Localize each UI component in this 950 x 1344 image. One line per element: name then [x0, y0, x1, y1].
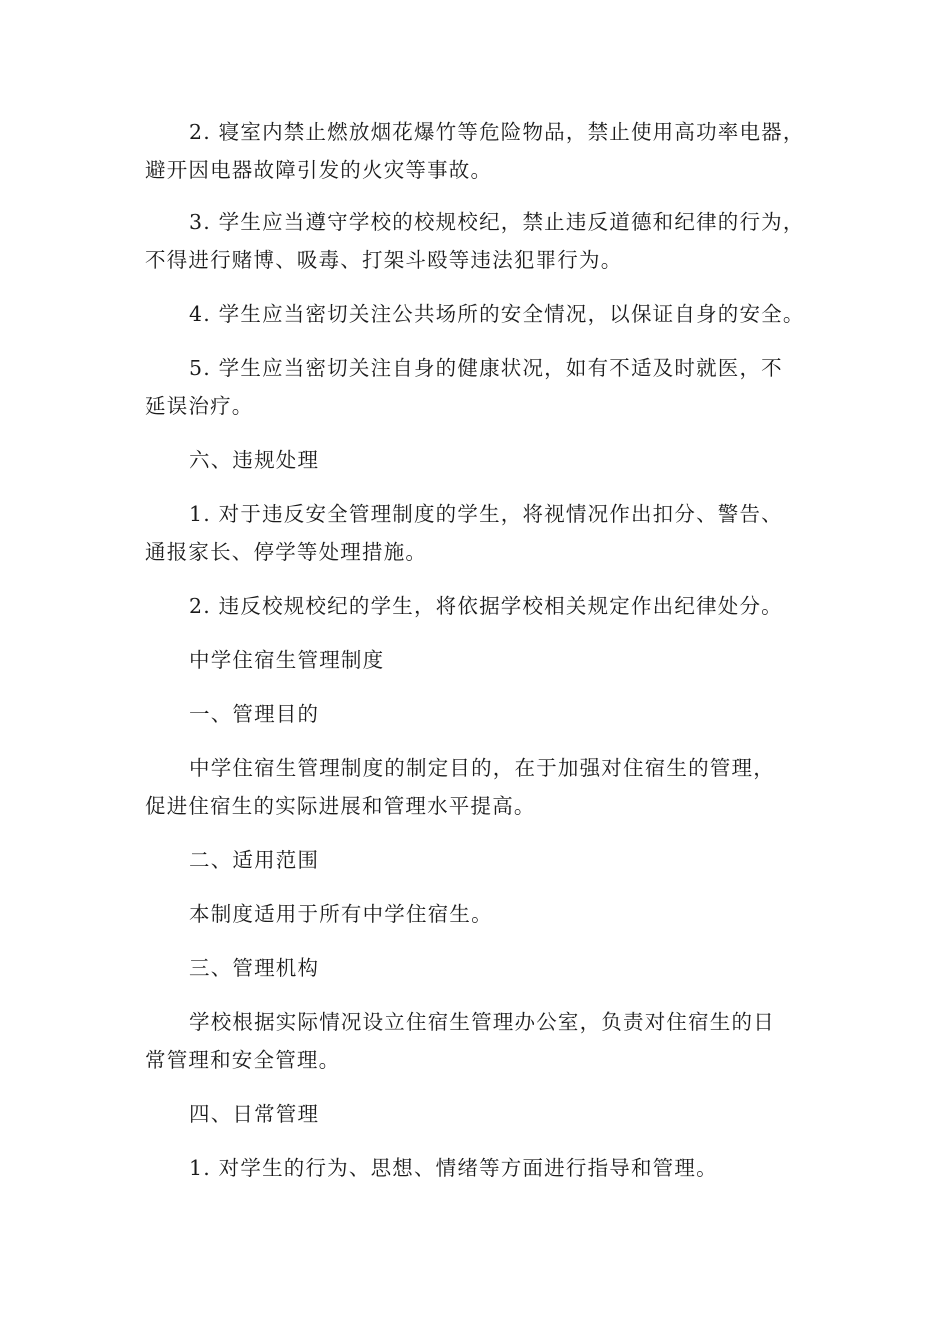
text-line: 1. 对于违反安全管理制度的学生，将视情况作出扣分、警告、 — [189, 502, 783, 526]
section-heading-scope — [145, 841, 825, 879]
paragraph-scope — [145, 895, 825, 933]
paragraph-daily-management-1 — [145, 1149, 825, 1187]
paragraph-organization — [145, 1003, 825, 1079]
text-line: 本制度适用于所有中学住宿生。 — [189, 902, 493, 926]
text-line: 延误治疗。 — [145, 394, 254, 418]
text-line: 四、日常管理 — [189, 1102, 320, 1126]
text-line: 中学住宿生管理制度的制定目的，在于加强对住宿生的管理， — [189, 756, 775, 780]
paragraph-rule-2-dorm-fire — [145, 113, 825, 189]
paragraph-rule-5-health — [145, 349, 825, 425]
text-line: 二、适用范围 — [189, 848, 320, 872]
section-heading-violations — [145, 441, 825, 479]
text-line: 通报家长、停学等处理措施。 — [145, 540, 428, 564]
section-heading-organization — [145, 949, 825, 987]
text-line: 学校根据实际情况设立住宿生管理办公室，负责对住宿生的日 — [189, 1010, 775, 1034]
text-line: 六、违规处理 — [189, 448, 320, 472]
text-line: 常管理和安全管理。 — [145, 1048, 341, 1072]
text-line: 促进住宿生的实际进展和管理水平提高。 — [145, 794, 536, 818]
text-line: 2. 寝室内禁止燃放烟花爆竹等危险物品，禁止使用高功率电器， — [189, 120, 805, 144]
paragraph-rule-3-discipline — [145, 203, 825, 279]
text-line: 5. 学生应当密切关注自身的健康状况，如有不适及时就医，不 — [189, 356, 783, 380]
section-heading-purpose — [145, 695, 825, 733]
text-line: 三、管理机构 — [189, 956, 320, 980]
text-line: 中学住宿生管理制度 — [189, 648, 385, 672]
text-line: 不得进行赌博、吸毒、打架斗殴等违法犯罪行为。 — [145, 248, 623, 272]
text-line: 避开因电器故障引发的火灾等事故。 — [145, 158, 493, 182]
paragraph-purpose — [145, 749, 825, 825]
section-heading-daily-management — [145, 1095, 825, 1133]
text-line: 3. 学生应当遵守学校的校规校纪，禁止违反道德和纪律的行为， — [189, 210, 805, 234]
paragraph-violation-2 — [145, 587, 825, 625]
text-line: 一、管理目的 — [189, 702, 320, 726]
text-line: 1. 对学生的行为、思想、情绪等方面进行指导和管理。 — [189, 1156, 718, 1180]
text-line: 2. 违反校规校纪的学生，将依据学校相关规定作出纪律处分。 — [189, 594, 783, 618]
document-title-boarding-rules — [145, 641, 825, 679]
paragraph-violation-1 — [145, 495, 825, 571]
text-line: 4. 学生应当密切关注公共场所的安全情况，以保证自身的安全。 — [189, 302, 805, 326]
paragraph-rule-4-public-safety — [145, 295, 825, 333]
